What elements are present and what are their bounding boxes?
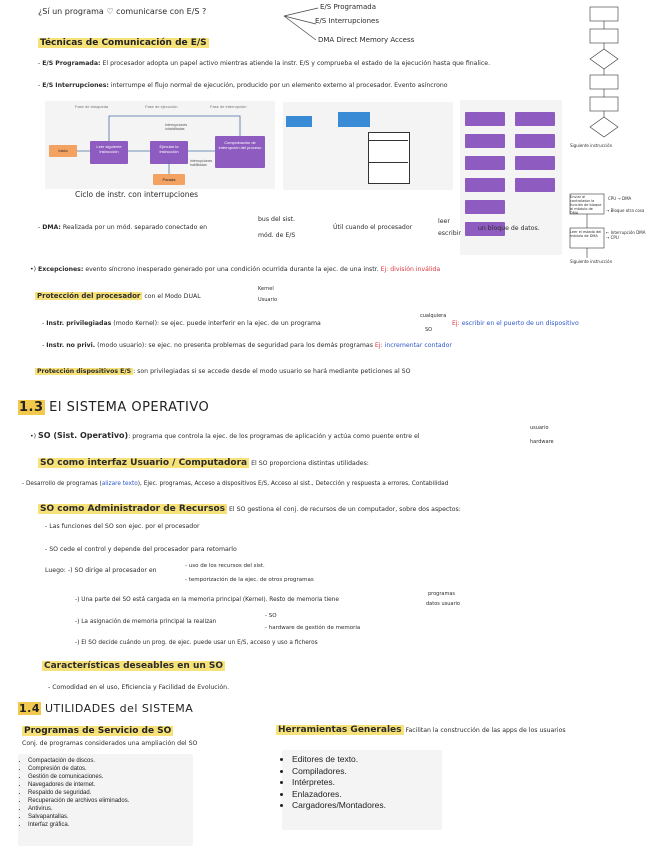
priv-opt-so: SO xyxy=(425,327,433,333)
herramientas-line: Herramientas Generales Facilitan la construcción de las apps de los usuarios xyxy=(278,725,566,735)
diagram-comprobacion: Comprobación de interrupción del proceso xyxy=(215,136,265,168)
admin-item-1: - Las funciones del SO son ejec. por el procesador xyxy=(45,523,200,530)
list-item: • Respaldo de seguridad. xyxy=(28,789,193,797)
memory-diagram xyxy=(283,102,453,190)
luego-2b: datos usuario xyxy=(426,601,460,607)
diagram-inicio: Inicio xyxy=(49,145,77,157)
so-opt-usuario: usuario xyxy=(530,425,549,431)
list-item: • Navegadores de internet. xyxy=(28,781,193,789)
flow-box xyxy=(465,178,505,192)
flow-cpu-dma: CPU → DMA xyxy=(608,196,632,201)
flow-box xyxy=(465,156,505,170)
list-item: • Intérpretes. xyxy=(292,777,442,789)
caract-text: - Comodidad en el uso, Eficiencia y Facilidad de Evolución. xyxy=(48,684,230,691)
diagram-inhab: Interrupciones inhabilitadas xyxy=(165,123,188,131)
section-1-4-title: 1.4 UTILIDADES del SISTEMA xyxy=(19,702,194,715)
dma-opt-mod: mód. de E/S xyxy=(258,232,296,239)
disp-line: Protección dispositivos E/S : son privilegiadas si se accede desde el modo usuario se hará mediante peticiones al SO xyxy=(37,368,411,375)
flow-box xyxy=(515,112,555,126)
list-item: • Compiladores. xyxy=(292,766,442,778)
diagram-label-busqueda: Fase de búsqueda xyxy=(75,104,109,109)
list-item: • Gestión de comunicaciones. xyxy=(28,773,193,781)
ciclo-caption: Ciclo de instr. con interrupciones xyxy=(75,190,198,199)
diagram-ejecutar: Ejecutar la instrucción xyxy=(150,141,188,164)
flow-box xyxy=(465,134,505,148)
flow-sig-instr: Siguiente instrucción xyxy=(570,143,613,148)
excepciones-line: •) Excepciones: evento síncrono inesperado generado por una condición ocurrida durante la ejec. de una instr. Ej: división inválida xyxy=(30,266,441,273)
list-item: • Recuperación de archivos eliminados. xyxy=(28,797,193,805)
flow-read: Leer el estado del módulo de DMA xyxy=(570,230,602,238)
memory-table-row-line xyxy=(368,140,408,141)
memory-table-row-line xyxy=(368,162,408,163)
intro-brace-icon xyxy=(282,4,322,44)
prog-servicio-title: Programas de Servicio de SO xyxy=(24,726,172,736)
memory-cpu-block xyxy=(338,112,370,127)
interfaz-list: - Desarrollo de programas (alizare texto), Ejec. programas, Acceso a dispositivos E/S, Acceso al sist., Detección y respuesta a errores, Contabilidad xyxy=(22,481,449,487)
luego-2a: programas xyxy=(428,591,456,597)
list-item: • Enlazadores. xyxy=(292,789,442,801)
proteccion-line: Protección del procesador con el Modo DUAL xyxy=(37,292,201,300)
interfaz-line: SO como interfaz Usuario / Computadora El SO proporciona distintas utilidades: xyxy=(40,458,369,468)
tecnicas-title: Técnicas de Comunicación de E/S xyxy=(40,38,207,48)
right-flowchart-icon xyxy=(585,5,655,150)
list-item: • Interfaz gráfica. xyxy=(28,821,193,829)
diagram-arrows-icon xyxy=(45,101,275,189)
list-item: • Cargadores/Montadores. xyxy=(292,800,442,812)
flow-send: Enviar al controlador la función de bloque al módulo de DMA xyxy=(570,195,602,215)
flow-int-dma: ← Interrupción DMA → CPU xyxy=(606,230,646,240)
dma-opt-escribir: escribir xyxy=(438,230,461,237)
so-definition: •) SO (Sist. Operativo): programa que controla la ejec. de los programas de aplicación y actúa como puente entre el xyxy=(30,431,420,440)
luego-3b: - hardware de gestión de memoria xyxy=(265,625,361,631)
so-opt-hardware: hardware xyxy=(530,439,554,445)
prog-servicio-list xyxy=(18,757,193,829)
programada-line: - E/S Programada: El procesador adopta un papel activo mientras atiende la instr. E/S y comprueba el estado de la ejecución hasta que finalice. xyxy=(38,60,491,67)
flow-box xyxy=(465,112,505,126)
diagram-leer: Leer siguiente instrucción xyxy=(90,141,128,164)
flow-bloque: → Bloque otra cosa xyxy=(606,208,645,213)
prog-servicio-sub: Conj. de programas considerados una ampliación del SO xyxy=(22,740,198,747)
luego-1a: - uso de los recursos del sist. xyxy=(185,563,265,569)
ciclo-diagram xyxy=(45,101,275,189)
dma-opt-leer: leer xyxy=(438,218,450,225)
flow-sig-instr-2: Siguiente instrucción xyxy=(570,259,613,264)
list-item: • Compresión de datos. xyxy=(28,765,193,773)
list-item: • Antivirus. xyxy=(28,805,193,813)
flow-box xyxy=(515,134,555,148)
flow-box xyxy=(465,200,505,214)
priv-line: - Instr. privilegiadas (modo Kernel): se ejec. puede interferir en la ejec. de un programa xyxy=(42,320,321,327)
list-item: • Salvapantallas. xyxy=(28,813,193,821)
list-item: • Editores de texto. xyxy=(292,754,442,766)
intro-branch-interrupciones: E/S Interrupciones xyxy=(315,17,379,25)
dma-line: - DMA: Realizada por un mód. separado conectado en xyxy=(38,224,208,231)
luego-3: -) La asignación de memoria principal la realizan xyxy=(75,619,217,625)
priv-ej: Ej: escribir en el puerto de un dispositivo xyxy=(452,320,579,327)
diagram-parada: Parada xyxy=(153,174,185,185)
dma-useful: Útil cuando el procesador xyxy=(333,224,413,231)
herramientas-list xyxy=(282,754,442,812)
luego-4: -) El SO decide cuándo un prog. de ejec. puede usar un E/S, acceso y uso a ficheros xyxy=(75,640,318,646)
priv-opt-cualquiera: cualquiera xyxy=(420,313,447,319)
dma-bloque: un bloque de datos. xyxy=(478,225,540,232)
prog-servicio-box xyxy=(18,754,193,846)
herramientas-box xyxy=(282,750,442,830)
interrupciones-line: - E/S Interrupciones: interrumpe el flujo normal de ejecución, producido por un elemento externo al procesador. Evento asíncrono xyxy=(38,82,448,89)
nopriv-line: - Instr. no privi. (modo usuario): se ejec. no presenta problemas de seguridad para los demás programas Ej: incrementar contador xyxy=(42,342,452,349)
admin-line: SO como Administrador de Recursos El SO gestiona el conj. de recursos de un computador, sobre dos aspectos: xyxy=(40,504,461,514)
diagram-label-interrupcion: Fase de interrupción xyxy=(210,104,247,109)
dma-opt-bus: bus del sist. xyxy=(258,216,296,223)
luego-3a: - SO xyxy=(265,613,277,619)
flow-box xyxy=(515,156,555,170)
caract-title: Características deseables en un SO xyxy=(44,661,224,671)
admin-item-2: - SO cede el control y depende del procesador para retomarlo xyxy=(45,546,237,553)
diagram-hab: Interrupciones habilitadas xyxy=(190,159,213,167)
luego-1b: - temporización de la ejec. de otros programas xyxy=(185,577,314,583)
section-1-3-title: 1.3 El SISTEMA OPERATIVO xyxy=(19,400,210,415)
luego-2: -) Una parte del SO está cargada en la memoria principal (Kernel). Resto de memoria tiene xyxy=(75,597,339,603)
list-item: • Compactación de discos. xyxy=(28,757,193,765)
proteccion-mode-kernel: Kernel xyxy=(258,286,274,292)
intro-branch-programada: E/S Programada xyxy=(320,3,377,11)
memory-device-block xyxy=(286,116,312,127)
flow-box xyxy=(515,178,555,192)
proteccion-mode-usuario: Usuario xyxy=(258,297,278,303)
intro-question: ¿Sí un programa ♡ comunicarse con E/S ? xyxy=(38,7,207,16)
intro-branch-dma: DMA Direct Memory Access xyxy=(318,36,415,44)
luego-line: Luego: -) SO dirige al procesador en xyxy=(45,567,157,574)
diagram-label-ejecucion: Fase de ejecución xyxy=(145,104,178,109)
